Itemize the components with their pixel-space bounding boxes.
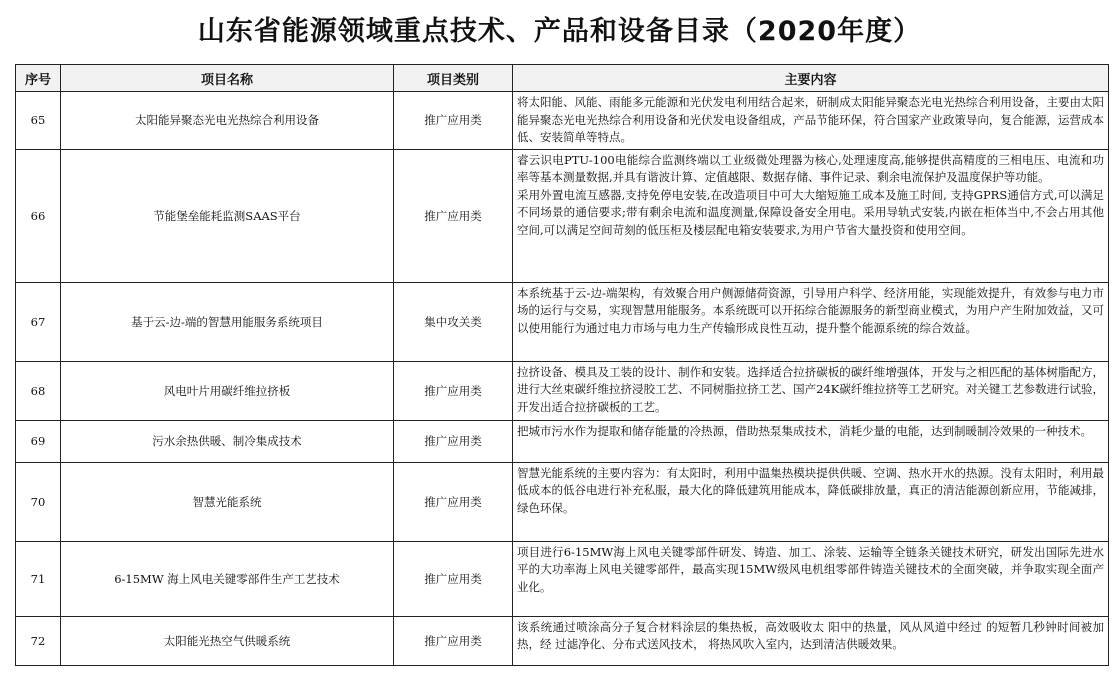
content-paragraph: 该系统通过喷涂高分子复合材料涂层的集热板，高效吸收太 阳中的热量，风从风道中经过 的短暂几秒钟时间被加热，经 过滤净化、分布式送风技术， 将热风吹入室内，达到清洁供暖效果。 <box>517 619 1104 651</box>
header-content: 主要内容 <box>513 65 1109 92</box>
row-content <box>513 462 1109 541</box>
content-paragraph: 项目进行6-15MW海上风电关键零部件研发、铸造、加工、涂装、运输等全链条关键技术研究，研发出国际先进水平的大功率海上风电关键零部件，最高实现15MW级风电机组零部件铸造关键技术的全面突破，并争取实现全面产业化。 <box>517 544 1104 594</box>
row-category: 推广应用类 <box>394 616 513 665</box>
row-seq: 71 <box>16 541 61 616</box>
header-category: 项目类别 <box>394 65 513 92</box>
content-paragraph: 采用外置电流互感器,支持免停电安装,在改造项目中可大大缩短施工成本及施工时间, 支持GPRS通信方式,可以满足不同场景的通信要求;带有剩余电流和温度测量,保障设备安全用电。采用导轨式安装,内嵌在柜体当中,不会占用其他空间,可以满足空间苛刻的低压柜及楼层配电箱安装要求,为用户节省大量投资和使用空间。 <box>517 187 1104 237</box>
row-content <box>513 420 1109 462</box>
row-content <box>513 282 1109 361</box>
row-seq: 66 <box>16 149 61 282</box>
content-paragraph: 本系统基于云-边-端架构，有效聚合用户侧源储荷资源，引导用户科学、经济用能，实现能效提升，有效参与电力市场的运行与交易，实现智慧用能服务。本系统既可以开拓综合能源服务的新型商业模式，为用户产生附加效益，又可以使用能行为通过电力市场与电力生产传输形成良性互动，提升整个能源系统的综合效益。 <box>517 285 1104 335</box>
row-category: 推广应用类 <box>394 541 513 616</box>
row-content <box>513 541 1109 616</box>
content-paragraph: 拉挤设备、模具及工装的设计、制作和安装。选择适合拉挤碳板的碳纤维增强体，开发与之相匹配的基体树脂配方，进行大丝束碳纤维拉挤浸胶工艺、不同树脂拉挤工艺、国产24K碳纤维拉挤等工艺研究。对关键工艺参数进行试验，开发出适合拉挤碳板的工艺。 <box>517 364 1104 414</box>
row-content <box>513 361 1109 420</box>
row-name: 节能堡垒能耗监测SAAS平台 <box>61 149 394 282</box>
content-paragraph: 将太阳能、风能、雨能多元能源和光伏发电利用结合起来，研制成太阳能异聚态光电光热综合利用设备，主要由太阳能异聚态光电光热综合利用设备和光伏发电设备组成，产品节能环保，符合国家产业政策导向，复合能源，运营成本低、安装简单等特点。 <box>517 95 1104 144</box>
row-content <box>513 616 1109 665</box>
row-content <box>513 92 1109 150</box>
table-row <box>16 616 1109 665</box>
catalog-table <box>15 64 1109 666</box>
table-row <box>16 92 1109 150</box>
table-row <box>16 541 1109 616</box>
row-content <box>513 149 1109 282</box>
row-name: 风电叶片用碳纤维拉挤板 <box>61 361 394 420</box>
row-name: 太阳能光热空气供暖系统 <box>61 616 394 665</box>
table-row <box>16 282 1109 361</box>
row-seq: 70 <box>16 462 61 541</box>
table-row <box>16 149 1109 282</box>
header-row <box>16 65 1109 92</box>
row-category: 推广应用类 <box>394 420 513 462</box>
row-category: 推广应用类 <box>394 149 513 282</box>
row-name: 太阳能异聚态光电光热综合利用设备 <box>61 92 394 150</box>
row-seq: 65 <box>16 92 61 150</box>
row-seq: 67 <box>16 282 61 361</box>
content-paragraph: 睿云识电PTU-100电能综合监测终端以工业级微处理器为核心,处理速度高,能够提供高精度的三相电压、电流和功率等基本测量数据,并具有谐波计算、定值越限、数据存储、事件记录、剩余电流保护及温度保护等功能。 <box>517 152 1104 184</box>
row-category: 推广应用类 <box>394 92 513 150</box>
row-seq: 69 <box>16 420 61 462</box>
row-name: 基于云-边-端的智慧用能服务系统项目 <box>61 282 394 361</box>
table-row <box>16 361 1109 420</box>
row-name: 污水余热供暖、制冷集成技术 <box>61 420 394 462</box>
header-seq: 序号 <box>16 65 61 92</box>
page-title: 山东省能源领域重点技术、产品和设备目录（2020年度） <box>197 16 922 47</box>
row-seq: 72 <box>16 616 61 665</box>
header-name: 项目名称 <box>61 65 394 92</box>
content-paragraph: 把城市污水作为提取和储存能量的冷热源，借助热泵集成技术，消耗少量的电能，达到制暖制冷效果的一种技术。 <box>517 423 1092 438</box>
row-category: 推广应用类 <box>394 361 513 420</box>
table-row <box>16 462 1109 541</box>
table-row <box>16 420 1109 462</box>
row-seq: 68 <box>16 361 61 420</box>
content-paragraph: 智慧光能系统的主要内容为：有太阳时，利用中温集热模块提供供暖、空调、热水开水的热源。没有太阳时，利用最低成本的低谷电进行补充私服，最大化的降低建筑用能成本，降低碳排放量，真正的清洁能源创新应用，节能减排，绿色环保。 <box>517 465 1104 515</box>
row-name: 6-15MW 海上风电关键零部件生产工艺技术 <box>61 541 394 616</box>
row-name: 智慧光能系统 <box>61 462 394 541</box>
row-category: 集中攻关类 <box>394 282 513 361</box>
row-category: 推广应用类 <box>394 462 513 541</box>
